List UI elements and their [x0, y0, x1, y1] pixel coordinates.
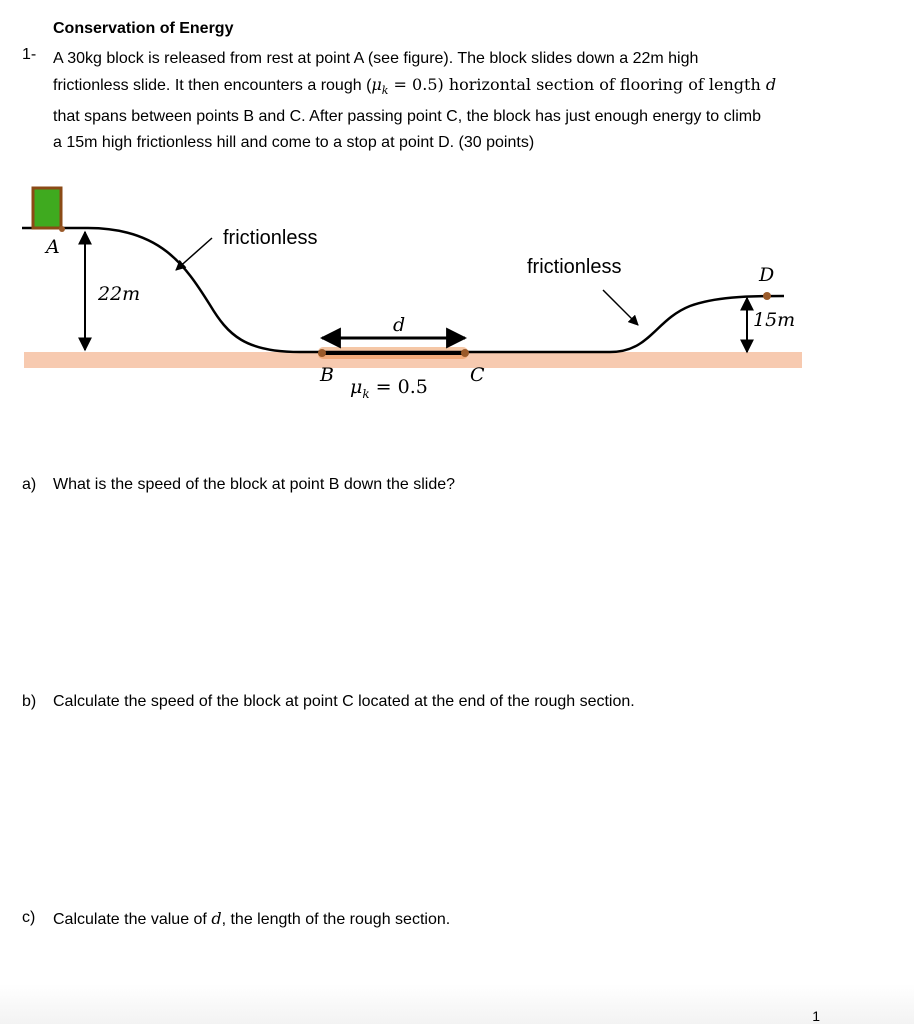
question-b-text: Calculate the speed of the block at point C located at the end of the rough section. — [53, 693, 635, 710]
label-mu-sub: k — [362, 386, 370, 401]
question-b-label: b) — [22, 693, 37, 710]
question-c-text — [53, 909, 450, 929]
mu-subscript: k — [381, 84, 389, 98]
question-c-text-after: , the length of the rough section. — [221, 911, 451, 928]
label-frictionless-right: frictionless — [527, 256, 622, 278]
point-c-dot — [461, 349, 469, 357]
problem-line-1: A 30kg block is released from rest at point A (see figure). The block slides down a 22m high — [53, 50, 699, 67]
label-point-b: B — [320, 364, 334, 386]
question-c-text-before: Calculate the value of — [53, 911, 212, 928]
problem-line-2 — [53, 72, 833, 104]
mu-symbol: μ — [371, 75, 382, 94]
problem-line-3: that spans between points B and C. After passing point C, the block has just enough energy to climb — [53, 108, 761, 126]
question-c-variable: d — [211, 909, 222, 928]
question-c — [22, 909, 822, 931]
block — [33, 188, 61, 228]
page-number: 1 — [812, 1008, 820, 1024]
label-point-d: D — [759, 264, 775, 286]
label-mu-symbol: μ — [350, 376, 363, 398]
label-length-d: d — [393, 314, 406, 336]
problem-statement — [53, 46, 833, 156]
label-point-c: C — [470, 364, 485, 386]
point-d-dot — [763, 292, 771, 300]
problem-line-2-text: frictionless slide. It then encounters a rough ( — [53, 77, 372, 94]
page-footer-band — [0, 984, 914, 1024]
question-b — [22, 693, 822, 715]
question-a — [22, 476, 822, 498]
mu-equation: = 0.5) horizontal section of flooring of length — [388, 75, 766, 94]
problem-number: 1- — [22, 46, 37, 63]
point-b-dot — [318, 349, 326, 357]
label-frictionless-left: frictionless — [223, 227, 318, 249]
length-variable: d — [765, 75, 777, 94]
question-c-label: c) — [22, 909, 36, 926]
point-a-dot — [59, 226, 65, 232]
page-title: Conservation of Energy — [53, 20, 234, 37]
label-point-a: A — [46, 236, 60, 258]
frictionless-pointer-left — [176, 238, 212, 270]
problem-line-4: a 15m high frictionless hill and come to a stop at point D. (30 points) — [53, 134, 535, 152]
label-mu-value: = 0.5 — [369, 376, 428, 398]
label-height-22m: 22m — [98, 283, 141, 305]
label-mu-k — [350, 376, 428, 401]
question-a-text: What is the speed of the block at point B down the slide? — [53, 476, 456, 493]
label-height-15m: 15m — [753, 309, 796, 331]
question-a-label: a) — [22, 476, 37, 493]
frictionless-pointer-right — [603, 290, 638, 325]
